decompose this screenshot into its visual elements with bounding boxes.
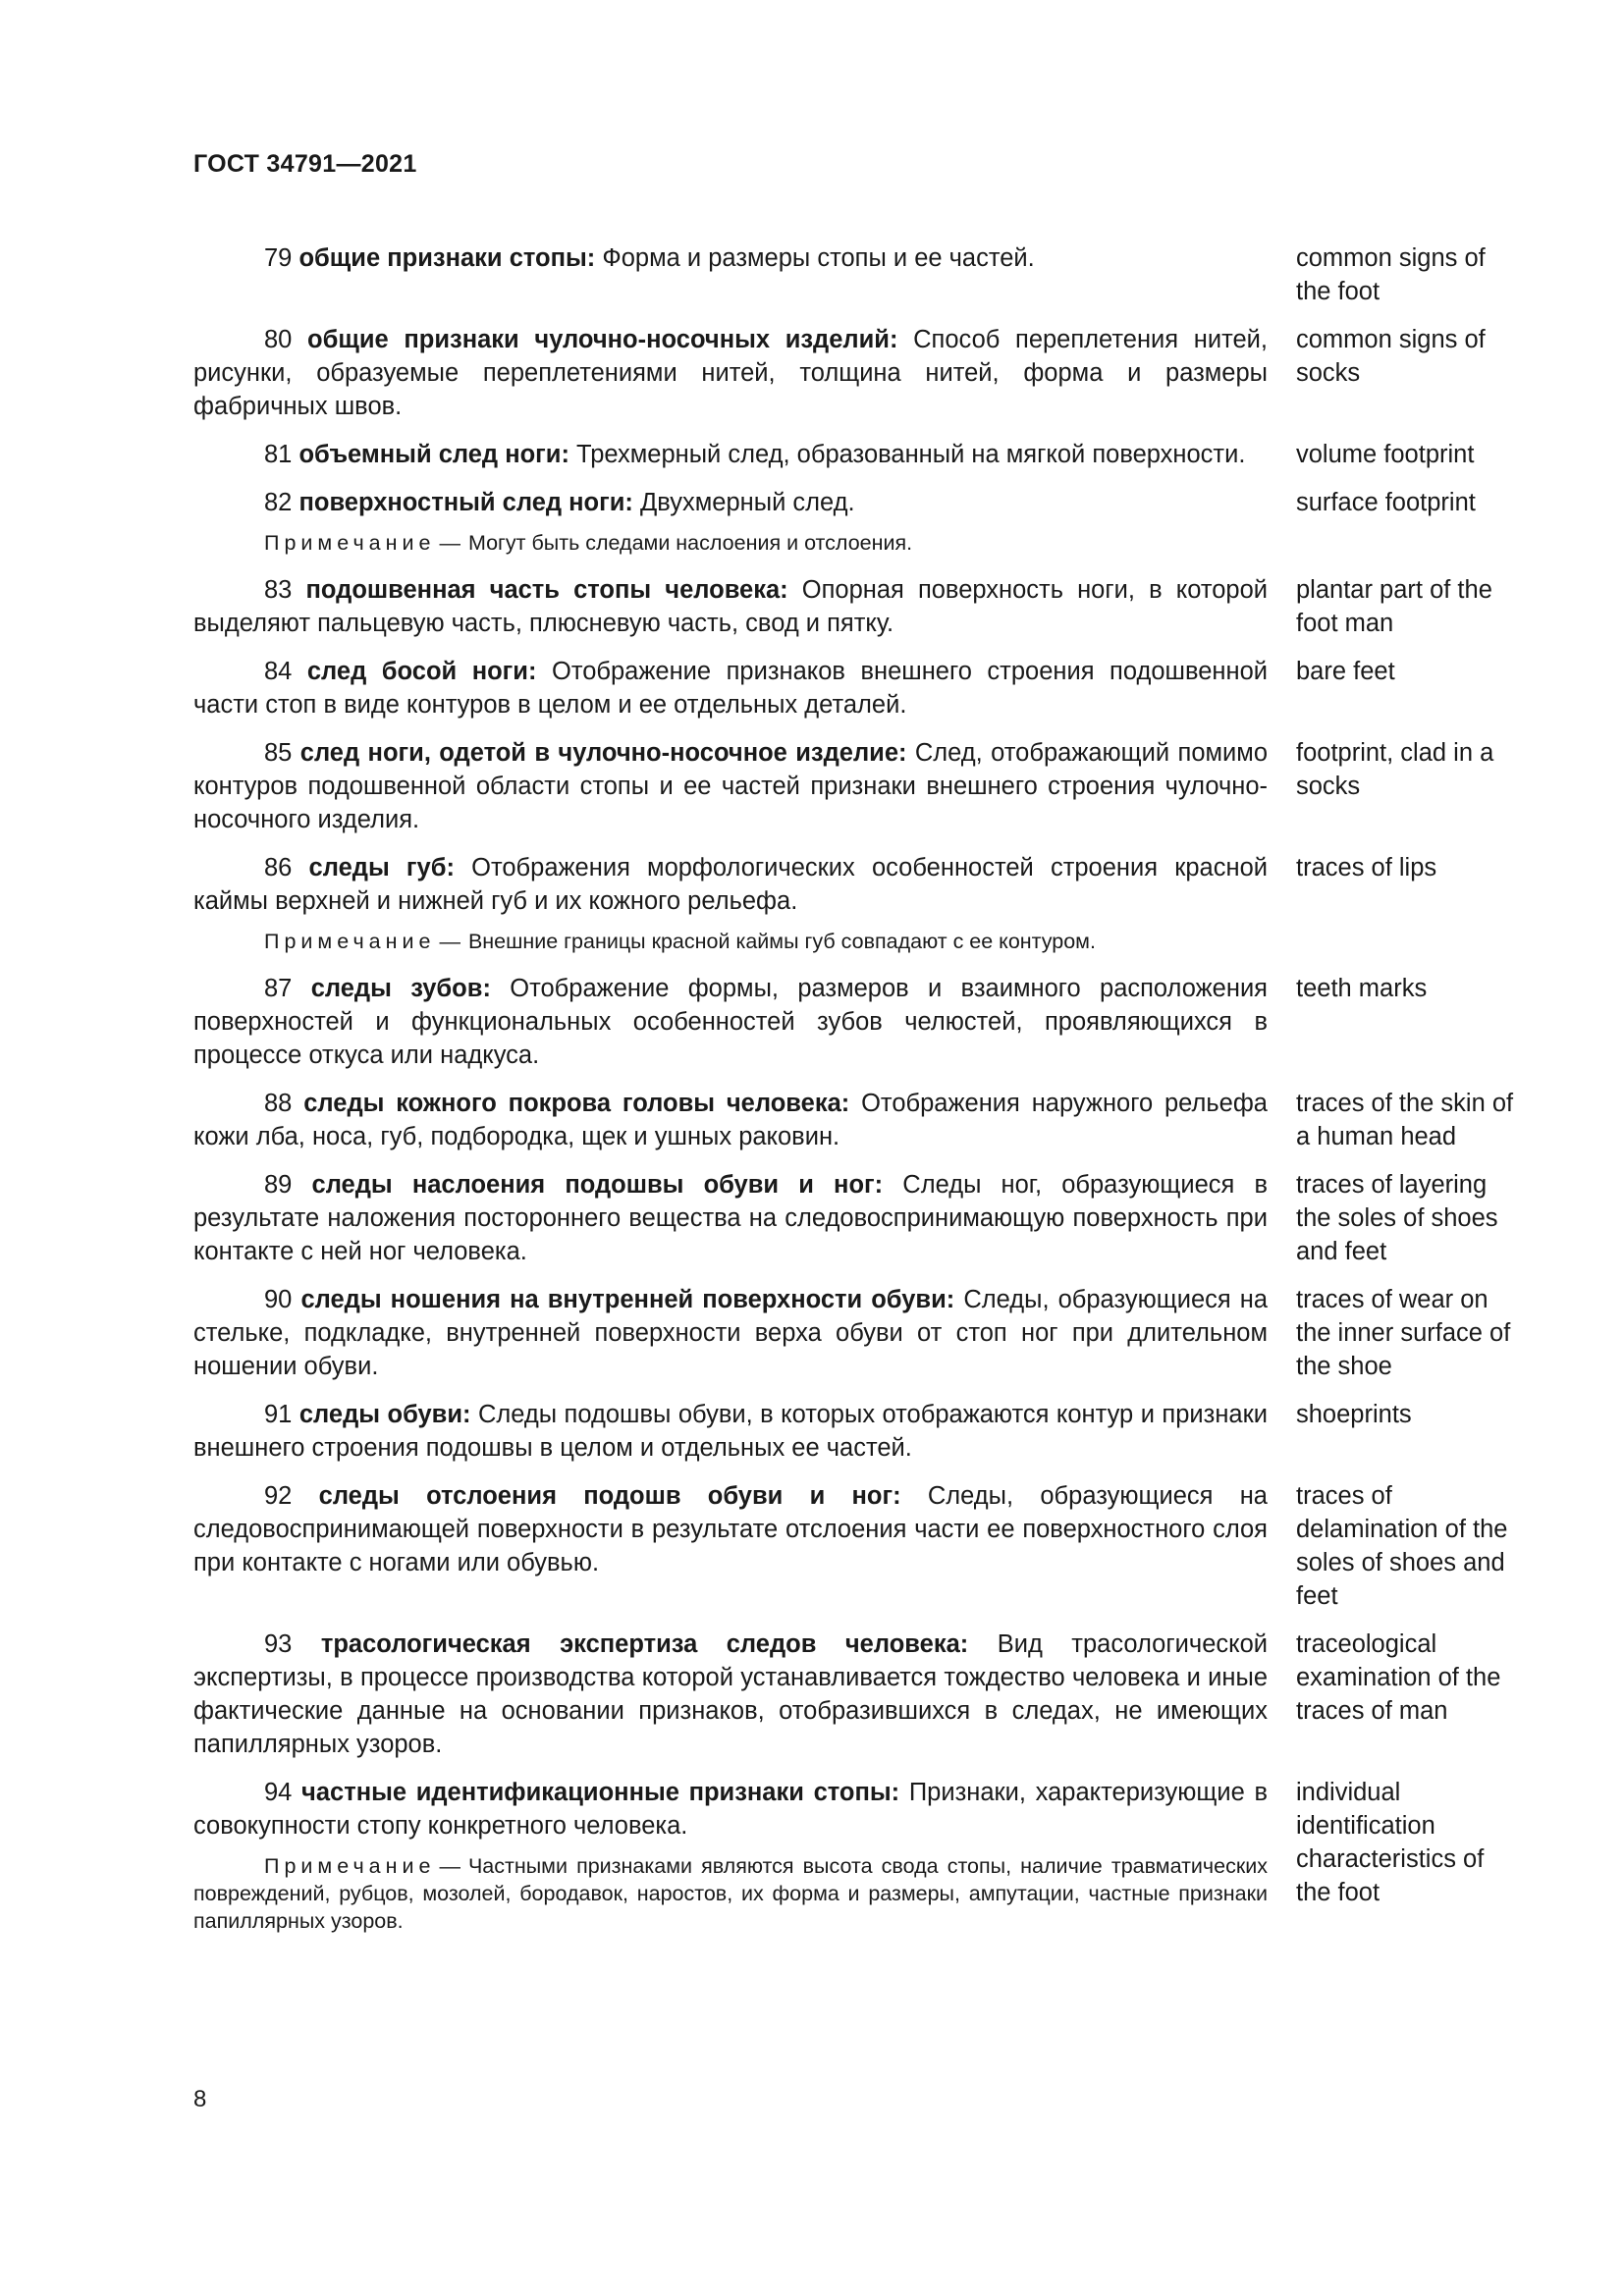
term-english-equivalent: plantar part of the foot man (1296, 576, 1492, 637)
term-english-equivalent: surface footprint (1296, 489, 1476, 516)
term-entry-90 (193, 1283, 1514, 1383)
term-number: 81 (264, 441, 293, 468)
term-number: 92 (264, 1482, 293, 1510)
term-definition-ru (193, 1479, 1268, 1579)
term-name: следы губ: (308, 854, 455, 881)
term-number: 82 (264, 489, 293, 516)
term-russian-column (193, 1776, 1268, 1951)
term-number: 86 (264, 854, 293, 881)
term-english-equivalent: common signs of the foot (1296, 244, 1486, 305)
term-definition-text: След, отображающий помимо контуров подошвенной области стопы и ее частей признаки внешнего строения чулочно-носочного изделия. (193, 739, 1269, 833)
term-name: след босой ноги: (306, 658, 537, 685)
term-definition-text: Отображения морфологических особенностей строения красной каймы верхней и нижней губ и их кожного рельефа. (193, 854, 1268, 915)
term-entry-93 (193, 1628, 1514, 1761)
term-entry-80 (193, 323, 1514, 423)
term-entry-89 (193, 1168, 1514, 1268)
term-number: 90 (264, 1286, 293, 1313)
term-name: поверхностный след ноги: (298, 489, 633, 516)
term-definition-ru (193, 486, 1268, 519)
term-entry-83 (193, 573, 1514, 640)
term-english-equivalent: common signs of socks (1296, 326, 1486, 387)
term-definition-text: Отображения наружного рельефа кожи лба, носа, губ, подбородка, щек и ушных раковин. (193, 1090, 1268, 1150)
term-note (193, 928, 1268, 955)
term-note (193, 529, 1268, 557)
term-entry-84 (193, 655, 1514, 721)
term-definition-text: Форма и размеры стопы и ее частей. (595, 244, 1035, 272)
term-name: трасологическая экспертиза следов человека: (320, 1630, 969, 1658)
term-number: 88 (264, 1090, 293, 1117)
term-entry-85 (193, 736, 1514, 836)
term-definition-text: Способ переплетения нитей, рисунки, образуемые переплетениями нитей, толщина нитей, форма и размеры фабричных швов. (193, 326, 1268, 420)
page-number: 8 (193, 2086, 207, 2112)
term-definition-text: Следы ног, образующиеся в результате наложения постороннего вещества на следовоспринимающую поверхность при контакте с ней ног человека. (193, 1171, 1268, 1265)
note-label: Примечание (264, 930, 436, 953)
note-label: Примечание (264, 531, 436, 555)
term-name: следы ношения на внутренней поверхности обуви: (300, 1286, 955, 1313)
term-entry-91 (193, 1398, 1514, 1465)
term-name: частные идентификационные признаки стопы: (301, 1779, 900, 1806)
term-definition-ru (193, 851, 1268, 918)
term-number: 83 (264, 576, 293, 604)
note-dash: — (439, 531, 460, 555)
term-number: 79 (264, 244, 293, 272)
note-text: Частными признаками являются высота свода стопы, наличие травматических повреждений, рубцов, мозолей, бородавок, наростов, их форма и размеры, ампутации, частные признаки папиллярных узоров. (193, 1854, 1268, 1933)
term-entry-88 (193, 1087, 1514, 1153)
term-entry-82 (193, 486, 1514, 519)
term-entry-87 (193, 972, 1514, 1072)
note-label: Примечание (264, 1854, 436, 1878)
term-name: следы наслоения подошвы обуви и ног: (311, 1171, 884, 1199)
term-note (193, 1852, 1268, 1935)
term-number: 94 (264, 1779, 293, 1806)
term-number: 89 (264, 1171, 293, 1199)
term-english-equivalent: volume footprint (1296, 441, 1475, 468)
term-english-equivalent: traces of wear on the inner surface of the shoe (1296, 1286, 1511, 1380)
term-definition-text: Отображение формы, размеров и взаимного расположения поверхностей и функциональных особенностей зубов челюстей, проявляющихся в процессе откуса или надкуса. (193, 975, 1268, 1069)
term-english-equivalent: individual identification characteristics of the foot (1296, 1779, 1485, 1906)
term-definition-text: Следы, образующиеся на стельке, подкладке, внутренней поверхности верха обуви от стоп ног при длительном ношении обуви. (193, 1286, 1269, 1380)
term-definition-text: Вид трасологической экспертизы, в процессе производства которой устанавливается тождество человека и иные фактические данные на основании признаков, отобразившихся в следах, не имеющих папиллярных узоров. (193, 1630, 1268, 1758)
term-number: 91 (264, 1401, 293, 1428)
term-definition-text: Признаки, характеризующие в совокупности стопу конкретного человека. (193, 1779, 1268, 1840)
term-definition-ru (193, 573, 1268, 640)
document-code: ГОСТ 34791—2021 (193, 150, 417, 178)
term-definition-ru (193, 1398, 1268, 1465)
term-entry-94 (193, 1776, 1514, 1951)
term-definition-text: Следы, образующиеся на следовоспринимающей поверхности в результате отслоения части ее поверхностного слоя при контакте с ногами или обувью. (193, 1482, 1268, 1576)
term-name: следы зубов: (310, 975, 491, 1002)
term-name: общие признаки стопы: (298, 244, 596, 272)
term-definition-ru (193, 438, 1268, 471)
term-entry-81 (193, 438, 1514, 471)
term-english-equivalent: footprint, clad in a socks (1296, 739, 1494, 800)
term-number: 93 (264, 1630, 293, 1658)
term-english-equivalent: bare feet (1296, 658, 1395, 685)
term-english-equivalent: shoeprints (1296, 1401, 1412, 1428)
term-name: след ноги, одетой в чулочно-носочное изделие: (299, 739, 907, 767)
term-definition-ru (193, 1087, 1268, 1153)
term-english-equivalent: traceological examination of the traces of man (1296, 1630, 1501, 1725)
term-english-equivalent: traces of the skin of a human head (1296, 1090, 1514, 1150)
term-english-equivalent: traces of layering the soles of shoes and feet (1296, 1171, 1498, 1265)
term-definition-ru (193, 1168, 1268, 1268)
term-definition-ru (193, 1283, 1268, 1383)
term-definition-ru (193, 1628, 1268, 1761)
term-name: следы обуви: (298, 1401, 471, 1428)
note-dash: — (439, 930, 460, 953)
term-entry-92 (193, 1479, 1514, 1613)
note-text: Внешние границы красной каймы губ совпадают с ее контуром. (467, 930, 1096, 953)
note-dash: — (439, 1854, 460, 1878)
term-definition-ru (193, 972, 1268, 1072)
term-name: следы отслоения подошв обуви и ног: (318, 1482, 901, 1510)
term-definition-text: Опорная поверхность ноги, в которой выделяют пальцевую часть, плюсневую часть, свод и пятку. (193, 576, 1268, 637)
term-name: общие признаки чулочно-носочных изделий: (307, 326, 898, 353)
note-text: Могут быть следами наслоения и отслоения. (467, 531, 913, 555)
term-definition-text: Двухмерный след. (632, 489, 855, 516)
term-definition-ru (193, 241, 1268, 275)
term-number: 85 (264, 739, 293, 767)
term-name: объемный след ноги: (298, 441, 569, 468)
term-number: 84 (264, 658, 293, 685)
term-name: следы кожного покрова головы человека: (303, 1090, 850, 1117)
term-entry-86 (193, 851, 1514, 918)
term-number: 80 (264, 326, 293, 353)
term-definition-text: Отображение признаков внешнего строения подошвенной части стоп в виде контуров в целом и ее отдельных деталей. (193, 658, 1268, 719)
term-number: 87 (264, 975, 293, 1002)
term-definition-ru (193, 655, 1268, 721)
term-entry-79 (193, 241, 1514, 308)
term-definition-ru (193, 1776, 1268, 1842)
term-english-equivalent: teeth marks (1296, 975, 1428, 1002)
term-definition-text: Трехмерный след, образованный на мягкой поверхности. (568, 441, 1246, 468)
term-definition-ru (193, 736, 1268, 836)
term-definition-ru (193, 323, 1268, 423)
term-english-equivalent: traces of lips (1296, 854, 1437, 881)
term-list (193, 241, 1514, 1951)
term-definition-text: Следы подошвы обуви, в которых отображаются контур и признаки внешнего строения подошвы в целом и отдельных ее частей. (193, 1401, 1268, 1462)
term-english-equivalent: traces of delamination of the soles of shoes and feet (1296, 1482, 1508, 1610)
term-name: подошвенная часть стопы человека: (305, 576, 788, 604)
